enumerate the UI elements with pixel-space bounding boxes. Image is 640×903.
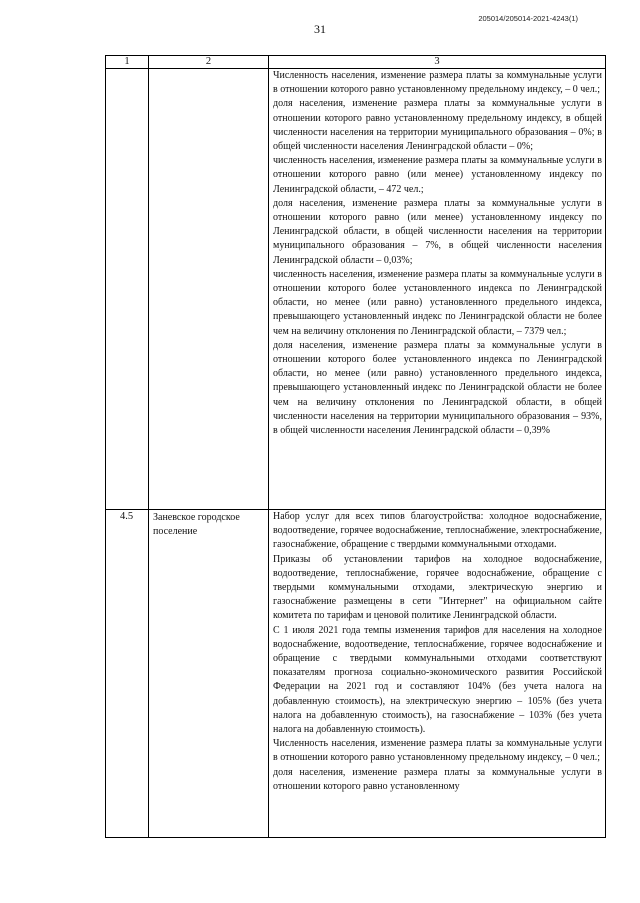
paragraph: численность населения, изменение размера платы за коммунальные услуги в отношении которого равно (или менее) установленному индексу по Ленинградской области, – 472 чел.; [273,155,602,195]
paragraph: С 1 июля 2021 года темпы изменения тарифов для населения на холодное водоснабжение, водоотведение, теплоснабжение, горячее водоснабжение и обращение с твердыми коммунальными отходами соответствуют показателям прогноза социально-экономического развития Российской Федерации на 2021 год и составляют 104% (без учета налога на добавленную стоимость), на электрическую энергию – 105% (без учета налога на добавленную стоимость), на газоснабжение – 103% (без учета налога на добавленную стоимость). [273,624,602,736]
column-header-2: 2 [149,56,269,69]
table-row [106,510,606,838]
paragraph: Приказы об установлении тарифов на холодное водоснабжение, водоотведение, теплоснабжение, горячее водоснабжение, обращение с твердыми коммунальными отходами, электрическую энергию и газоснабжение размещены в сети "Интернет" на официальном сайте комитета по тарифам и ценовой политике Ленинградской области. [273,553,602,622]
municipality-cell [149,69,269,510]
paragraph: Численность населения, изменение размера платы за коммунальные услуги в отношении которого равно установленному предельному индексу, – 0 чел.; [273,70,602,96]
row-number-cell: 4.5 [106,510,149,838]
table-row [106,69,606,510]
paragraph: доля населения, изменение размера платы за коммунальные услуги в отношении которого равно установленному предельному индексу, в общей численности населения на территории муниципального образования – 0%; в общей численности населения Ленинградской области – 0%; [273,98,602,153]
column-header-3: 3 [269,56,606,69]
description-cell [269,510,606,838]
paragraph: доля населения, изменение размера платы за коммунальные услуги в отношении которого более установленного индекса по Ленинградской области, но менее (или равно) установленного предельного индекса, превышающего установленный индекс по Ленинградской области не более чем на величину отклонения по Ленинградской области, в общей численности населения на территории муниципального образования – 93%, в общей численности населения Ленинградской области – 0,39% [273,339,602,437]
paragraph: доля населения, изменение размера платы за коммунальные услуги в отношении которого равно установленному [273,766,602,792]
page-number: 31 [314,22,326,36]
paragraph: численность населения, изменение размера платы за коммунальные услуги в отношении которого более установленного индекса по Ленинградской области, но менее (или равно) установленного предельного индекса, превышающего установленный индекс по Ленинградской области не более чем на величину отклонения по Ленинградской области, – 7379 чел.; [273,268,602,337]
description-cell [269,69,606,510]
table-header-row [106,56,606,69]
municipality-cell: Заневское городское поселение [149,510,269,838]
column-header-1: 1 [106,56,149,69]
document-id: 205014/205014-2021-4243(1) [478,14,578,23]
tariff-table [105,55,606,838]
paragraph: Численность населения, изменение размера платы за коммунальные услуги в отношении которого равно установленному предельному индексу, – 0 чел.; [273,738,602,764]
paragraph: доля населения, изменение размера платы за коммунальные услуги в отношении которого равно (или менее) установленному индексу по Ленинградской области, в общей численности населения на территории муниципального образования – 7%, в общей численности населения Ленинградской области – 0,03%; [273,197,602,266]
row-number-cell [106,69,149,510]
paragraph: Набор услуг для всех типов благоустройства: холодное водоснабжение, водоотведение, горячее водоснабжение, теплоснабжение, электроснабжение, газоснабжение, обращение с твердыми коммунальными отходами. [273,511,602,551]
